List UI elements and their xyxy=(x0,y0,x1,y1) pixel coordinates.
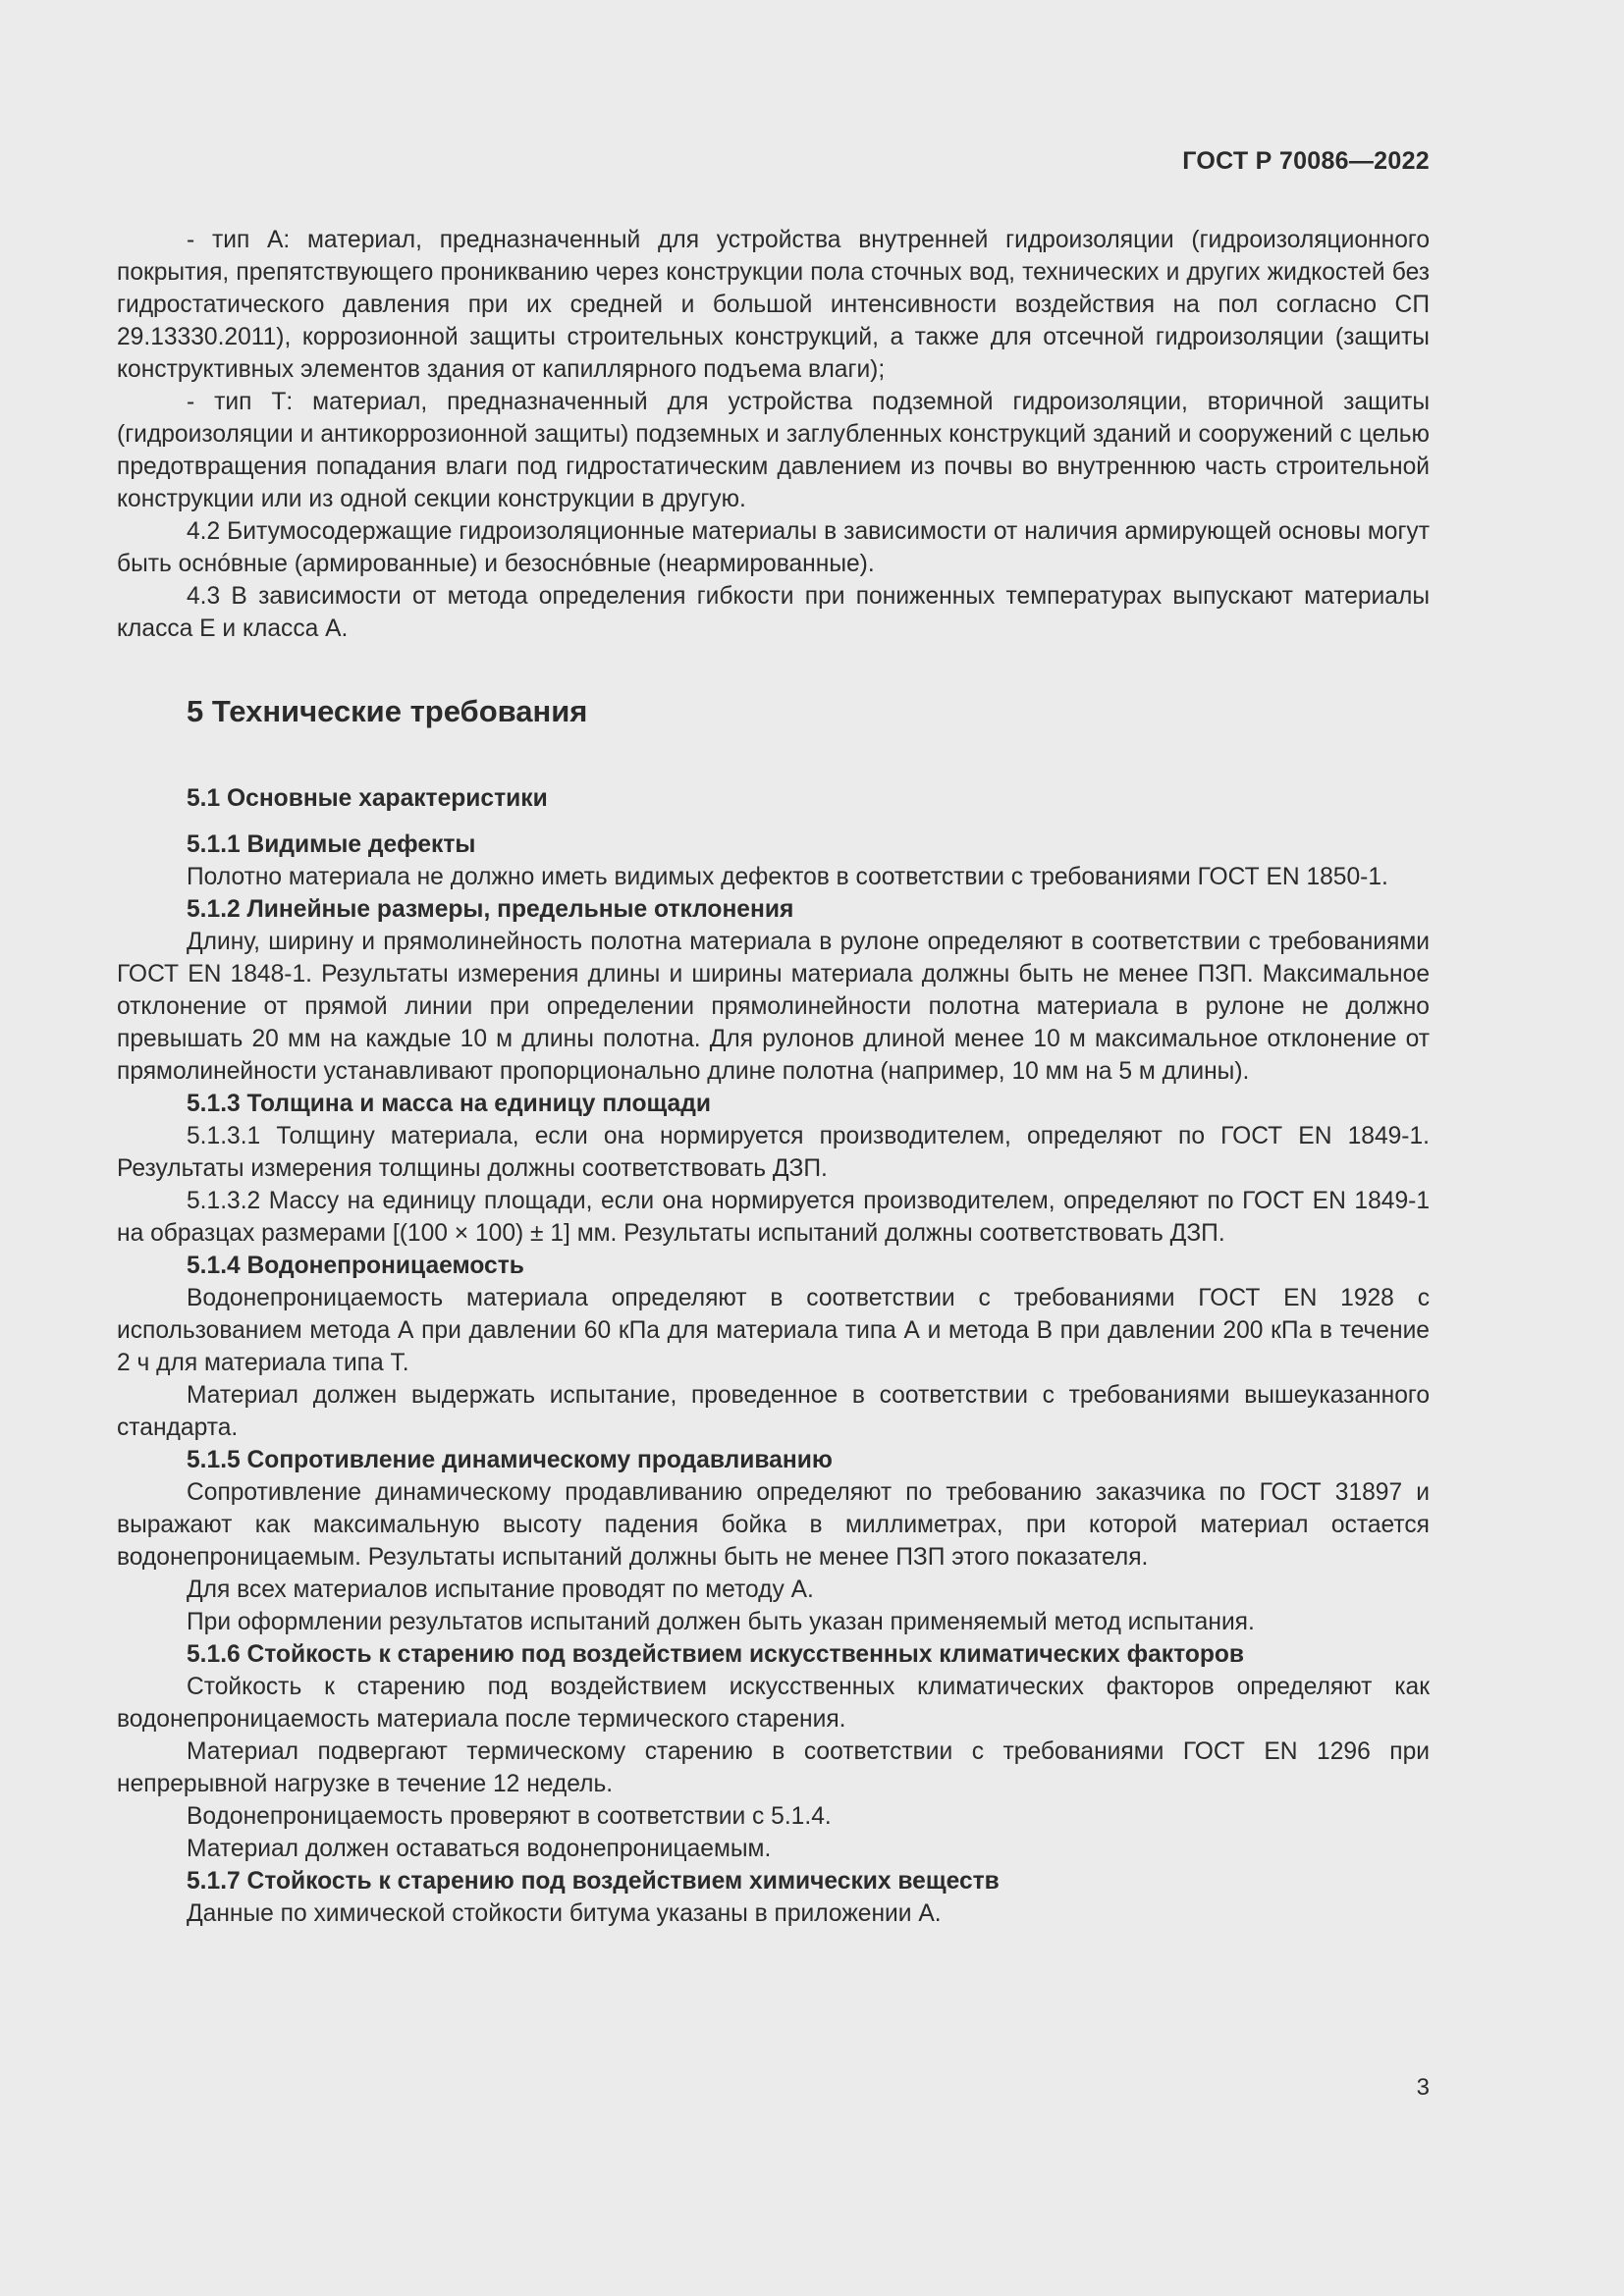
clause-5-1-6-text-1: Стойкость к старению под воздействием искусственных климатических факторов определяют как водонепроницаемость материала после термического старения. xyxy=(117,1674,1430,1733)
page-number: 3 xyxy=(1416,2074,1430,2101)
clause-5-1-5-text-2: Для всех материалов испытание проводят по методу А. xyxy=(187,1576,814,1603)
paragraph-4-3: 4.3 В зависимости от метода определения гибкости при пониженных температурах выпускают материалы класса Е и класса А. xyxy=(117,583,1430,642)
subsection-5-1-heading: 5.1 Основные характеристики xyxy=(187,785,548,812)
document-id-header: ГОСТ Р 70086—2022 xyxy=(1182,147,1430,175)
paragraph-type-t: - тип Т: материал, предназначенный для устройства подземной гидроизоляции, вторичной защиты (гидроизоляции и антикоррозионной защиты) подземных и заглубленных конструкций зданий и сооружений с целью предотвращения попадания влаги под гидростатическим давлением из почвы во внутреннюю часть строительной конструкции или из одной секции конструкции в другую. xyxy=(117,389,1430,512)
clause-5-1-3-1-text: 5.1.3.1 Толщину материала, если она нормируется производителем, определяют по ГОСТ EN 1849-1. Результаты измерения толщины должны соответствовать ДЗП. xyxy=(117,1123,1430,1182)
clause-5-1-6-heading: 5.1.6 Стойкость к старению под воздействием искусственных климатических факторов xyxy=(187,1641,1245,1668)
clause-5-1-5-text-3: При оформлении результатов испытаний должен быть указан применяемый метод испытания. xyxy=(187,1609,1255,1635)
clause-5-1-1-heading: 5.1.1 Видимые дефекты xyxy=(187,831,476,858)
section-5-heading: 5 Технические требования xyxy=(187,694,588,728)
clause-5-1-3-heading: 5.1.3 Толщина и масса на единицу площади xyxy=(187,1091,711,1117)
clause-5-1-7-text: Данные по химической стойкости битума указаны в приложении А. xyxy=(187,1900,942,1927)
clause-5-1-5-heading: 5.1.5 Сопротивление динамическому продавливанию xyxy=(187,1447,833,1473)
clause-5-1-5-text-1: Сопротивление динамическому продавливанию определяют по требованию заказчика по ГОСТ 31897 и выражают как максимальную высоту падения бойка в миллиметрах, при которой материал остается водонепроницаемым. Результаты испытаний должны быть не менее ПЗП этого показателя. xyxy=(117,1479,1430,1571)
clause-5-1-4-heading: 5.1.4 Водонепроницаемость xyxy=(187,1253,524,1279)
paragraph-4-2: 4.2 Битумосодержащие гидроизоляционные материалы в зависимости от наличия армирующей основы могут быть оснóвные (армированные) и безоснóвные (неармированные). xyxy=(117,518,1430,577)
clause-5-1-1-text: Полотно материала не должно иметь видимых дефектов в соответствии с требованиями ГОСТ EN 1850-1. xyxy=(187,864,1388,890)
clause-5-1-2-text: Длину, ширину и прямолинейность полотна материала в рулоне определяют в соответствии с требованиями ГОСТ EN 1848-1. Результаты измерения длины и ширины материала должны быть не менее ПЗП. Максимальное отклонение от прямой линии при определении прямолинейности полотна материала в рулоне не должно превышать 20 мм на каждые 10 м длины полотна. Для рулонов длиной менее 10 м максимальное отклонение от прямолинейности устанавливают пропорционально длине полотна (например, 10 мм на 5 м длины). xyxy=(117,929,1430,1085)
clause-5-1-4-text-2: Материал должен выдержать испытание, проведенное в соответствии с требованиями вышеуказанного стандарта. xyxy=(117,1382,1430,1441)
paragraph-type-a: - тип А: материал, предназначенный для устройства внутренней гидроизоляции (гидроизоляционного покрытия, препятствующего проникванию через конструкции пола сточных вод, технических и других жидкостей без гидростатического давления при их средней и большой интенсивности воздействия на пол согласно СП 29.13330.2011), коррозионной защиты строительных конструкций, а также для отсечной гидроизоляции (защиты конструктивных элементов здания от капиллярного подъема влаги); xyxy=(117,227,1430,383)
clause-5-1-3-2-text: 5.1.3.2 Массу на единицу площади, если она нормируется производителем, определяют по ГОСТ EN 1849-1 на образцах размерами [(100 × 100) ± 1] мм. Результаты испытаний должны соответствовать ДЗП. xyxy=(117,1188,1430,1247)
document-body xyxy=(117,224,1430,1930)
clause-5-1-6-text-2: Материал подвергают термическому старению в соответствии с требованиями ГОСТ EN 1296 при непрерывной нагрузке в течение 12 недель. xyxy=(117,1738,1430,1797)
clause-5-1-6-text-3: Водонепроницаемость проверяют в соответствии с 5.1.4. xyxy=(187,1803,832,1830)
clause-5-1-7-heading: 5.1.7 Стойкость к старению под воздействием химических веществ xyxy=(187,1868,1000,1895)
clause-5-1-4-text-1: Водонепроницаемость материала определяют в соответствии с требованиями ГОСТ EN 1928 с использованием метода А при давлении 60 кПа для материала типа А и метода В при давлении 200 кПа в течение 2 ч для материала типа Т. xyxy=(117,1285,1430,1376)
clause-5-1-6-text-4: Материал должен оставаться водонепроницаемым. xyxy=(187,1836,772,1862)
clause-5-1-2-heading: 5.1.2 Линейные размеры, предельные отклонения xyxy=(187,896,794,923)
